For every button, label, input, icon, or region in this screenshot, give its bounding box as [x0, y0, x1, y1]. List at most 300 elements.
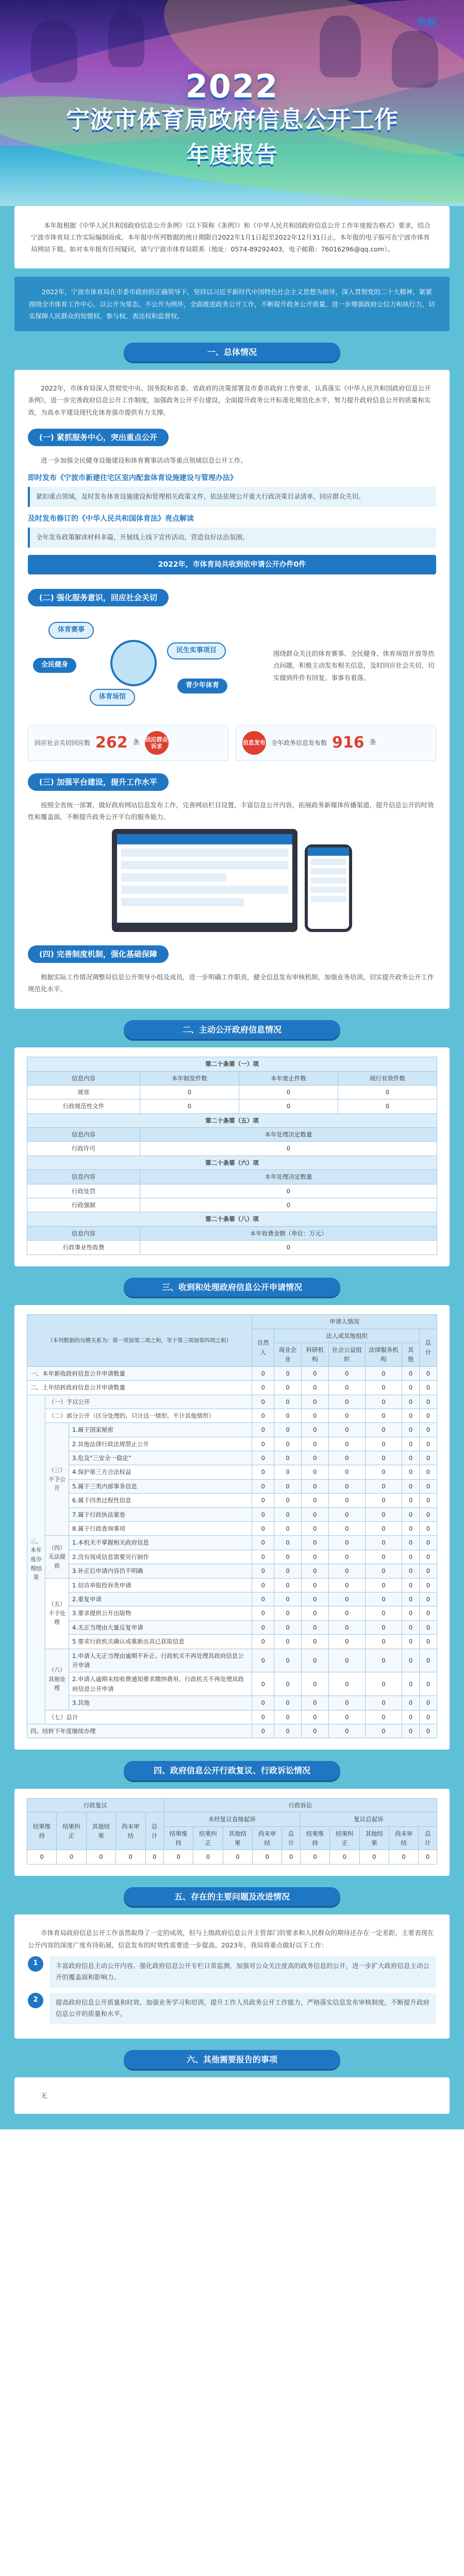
table-cell: 0 — [301, 1494, 328, 1507]
table-header: 结果纠正 — [193, 1826, 223, 1850]
subsection-2-heading: (二) 强化服务意识，回应社会关切 — [28, 589, 169, 606]
table-header: 结果纠正 — [330, 1826, 359, 1850]
table-row — [27, 1099, 437, 1113]
stat-unit: 条 — [369, 738, 376, 747]
athlete-silhouette — [108, 10, 144, 67]
section-4-card — [14, 1789, 450, 1876]
table-cell: 0 — [420, 1494, 437, 1507]
table-cell: 0 — [116, 1850, 145, 1864]
table-row — [27, 1409, 437, 1422]
table-row — [27, 1592, 437, 1606]
topic-bubble: 体育场馆 — [90, 689, 135, 706]
table-cell: 0 — [300, 1850, 329, 1864]
table-header: 未经复议直接起诉 — [163, 1812, 300, 1826]
table-cell: 0 — [274, 1423, 302, 1437]
table-cell: 0 — [402, 1494, 420, 1507]
table-cell: 0 — [420, 1366, 437, 1380]
table-header: 尚未审结 — [253, 1826, 282, 1850]
overview-text: 2022年，市体育局深入贯彻党中央、国务院和省委、省政府的决策部署及市委市政府工作要求，认真落实《中华人民共和国政府信息公开条例》，进一步完善政府信息公开工作制度，加强政务公开平台建设，全面提升政务公开标准化规范化水平，努力提升政府信息公开的质量和实效，为高水平建设现代化体育强市提供有力支撑。 — [28, 384, 431, 416]
table-cell: 0 — [140, 1099, 239, 1113]
section-2-heading: 二、主动公开政府信息情况 — [124, 1020, 340, 1040]
callout-2-title: 及时发布修订的《中华人民共和国体育法》亮点解读 — [28, 514, 194, 523]
table-header: 其他结果 — [223, 1826, 252, 1850]
table-cell: 0 — [420, 1649, 437, 1672]
table-cell: 0 — [365, 1395, 402, 1409]
stat-responses — [28, 725, 228, 761]
table-cell: 0 — [328, 1724, 365, 1738]
table-cell: 0 — [274, 1366, 302, 1380]
table-row — [27, 1649, 437, 1672]
table-cell: 0 — [420, 1724, 437, 1738]
table-header: 尚未审结 — [116, 1812, 145, 1850]
table-header: 本年制发件数 — [140, 1071, 239, 1085]
table-cell: 0 — [301, 1381, 328, 1395]
table-cell: 0 — [328, 1710, 365, 1724]
section-3-heading: 三、收到和处理政府信息公开申请情况 — [124, 1278, 340, 1297]
table-cell: 0 — [239, 1099, 338, 1113]
table-cell: 0 — [274, 1451, 302, 1465]
table-cell: 0 — [301, 1672, 328, 1696]
table-cell: 0 — [252, 1672, 274, 1696]
table-cell: 0 — [252, 1451, 274, 1465]
table-header: 信息内容 — [27, 1170, 140, 1184]
table-header: 社会公益组织 — [328, 1343, 365, 1366]
table-section-title: 第二十条第（一）项 — [27, 1057, 437, 1071]
table-cell: 0 — [274, 1724, 302, 1738]
table-cell: 0 — [301, 1649, 328, 1672]
topic-bubble: 体育赛事 — [48, 622, 94, 639]
table-cell: 0 — [420, 1437, 437, 1451]
table-cell: 0 — [252, 1437, 274, 1451]
phone-mockup — [305, 844, 352, 932]
table-cell: 0 — [365, 1564, 402, 1578]
table-cell: 4.保护第三方合法权益 — [69, 1465, 252, 1479]
stat-number: 916 — [332, 734, 364, 752]
stat-label: 全年政务信息发布数 — [271, 739, 327, 747]
table-cell: 0 — [140, 1241, 437, 1255]
table-row — [27, 1437, 437, 1451]
table-cell: 0 — [301, 1592, 328, 1606]
table-cell: 0 — [420, 1635, 437, 1649]
table-cell: 0 — [402, 1710, 420, 1724]
table-cell: 0 — [402, 1696, 420, 1710]
table-cell: 0 — [252, 1564, 274, 1578]
table-cell: 0 — [402, 1564, 420, 1578]
table-cell: 四、结转下年度继续办理 — [27, 1724, 252, 1738]
table-cell: 0 — [402, 1672, 420, 1696]
table-cell: 0 — [274, 1479, 302, 1493]
table-cell: 0 — [420, 1620, 437, 1634]
laptop-mockup — [112, 829, 297, 932]
table-cell: 0 — [402, 1649, 420, 1672]
topic-bubble: 青少年体育 — [177, 679, 227, 693]
table-cell: 0 — [282, 1850, 300, 1864]
topic-bubble: 民生实事项目 — [167, 642, 226, 659]
improvement-item — [28, 1956, 436, 1988]
table-cell: 0 — [301, 1606, 328, 1620]
table-cell: 0 — [140, 1198, 437, 1212]
table-cell: 0 — [301, 1522, 328, 1536]
table-cell: 0 — [420, 1578, 437, 1592]
table-cell: 0 — [420, 1409, 437, 1422]
table-row — [27, 1850, 437, 1864]
table-cell: 1.属于国家秘密 — [69, 1423, 252, 1437]
table-cell: 0 — [365, 1494, 402, 1507]
table-cell: 0 — [402, 1409, 420, 1422]
table-cell: 3.其他 — [69, 1696, 252, 1710]
table-header: 结果纠正 — [57, 1812, 86, 1850]
table-cell: （二）部分公开（区分处理的，只计这一情形，不计其他情形） — [45, 1409, 252, 1422]
table-cell: 0 — [389, 1850, 419, 1864]
table-cell: 0 — [252, 1479, 274, 1493]
table-header: 法律服务机构 — [365, 1343, 402, 1366]
table-header: 自然人 — [252, 1329, 274, 1366]
table-cell: 8.属于行政查询事项 — [69, 1522, 252, 1536]
table-cell: 0 — [365, 1606, 402, 1620]
table-header: 行政复议 — [27, 1798, 164, 1812]
table-cell: 0 — [365, 1536, 402, 1550]
table-cell: 0 — [253, 1850, 282, 1864]
table-header: 其他结果 — [359, 1826, 389, 1850]
table-cell: 0 — [328, 1465, 365, 1479]
table-cell: 0 — [252, 1494, 274, 1507]
table-cell: 0 — [252, 1465, 274, 1479]
table-cell: 0 — [402, 1550, 420, 1564]
table-cell: 0 — [420, 1672, 437, 1696]
table-cell: 2.申请人逾期未按收费通知要求缴纳费用、行政机关不再处理其政府信息公开申请 — [69, 1672, 252, 1696]
table-cell: 0 — [328, 1507, 365, 1521]
table-cell: 0 — [365, 1578, 402, 1592]
table-cell: 0 — [402, 1724, 420, 1738]
table-cell: 0 — [301, 1696, 328, 1710]
table-cell: 行政许可 — [27, 1142, 140, 1156]
table-cell: 0 — [328, 1409, 365, 1422]
table-row — [27, 1578, 437, 1592]
table-cell: 0 — [402, 1479, 420, 1493]
table-cell: 6.属于四类过程性信息 — [69, 1494, 252, 1507]
table-row — [27, 1465, 437, 1479]
table-cell: 0 — [274, 1465, 302, 1479]
table-cell: 0 — [402, 1465, 420, 1479]
section-6-card — [14, 2077, 450, 2114]
table-header: 本年处理决定数量 — [140, 1170, 437, 1184]
table-cell: 二、上年结转政府信息公开申请数量 — [27, 1381, 252, 1395]
table-header: 总计 — [145, 1812, 163, 1850]
table-cell: 3.补正后申请内容仍不明确 — [69, 1564, 252, 1578]
table-cell: 3.危及“三安全一稳定” — [69, 1451, 252, 1465]
table-section-title: 第二十条第（六）项 — [27, 1156, 437, 1170]
table-row — [27, 1366, 437, 1380]
table-header: 尚未审结 — [389, 1826, 419, 1850]
hero-banner — [0, 0, 464, 222]
table-header: 结果维持 — [163, 1826, 193, 1850]
table-cell: 0 — [402, 1381, 420, 1395]
table-cell: 0 — [274, 1550, 302, 1564]
table-row — [27, 1620, 437, 1634]
table-cell: 规章 — [27, 1085, 140, 1099]
callout-1-title: 即时发布《宁波市新建住宅区室内配套体育设施建设与管理办法》 — [28, 473, 237, 482]
table-cell: 0 — [145, 1850, 163, 1864]
table-cell: 0 — [301, 1366, 328, 1380]
table-cell: 0 — [252, 1381, 274, 1395]
table-cell: 0 — [301, 1479, 328, 1493]
improvement-item — [28, 1993, 436, 2024]
table-cell: 0 — [328, 1536, 365, 1550]
table-cell: 0 — [274, 1494, 302, 1507]
table-cell: 0 — [252, 1507, 274, 1521]
table-header: 结果维持 — [27, 1812, 57, 1850]
table-header: 结果维持 — [300, 1826, 329, 1850]
table-header: 信息内容 — [27, 1128, 140, 1142]
table-cell: 0 — [252, 1710, 274, 1724]
table-section-title: 第二十条第（五）项 — [27, 1113, 437, 1127]
table-cell: 0 — [365, 1479, 402, 1493]
table-cell: 0 — [301, 1724, 328, 1738]
table-header: 总计 — [419, 1826, 437, 1850]
table-cell: 0 — [328, 1606, 365, 1620]
table-cell: 0 — [402, 1635, 420, 1649]
table-cell: 0 — [328, 1672, 365, 1696]
table-cell: 0 — [402, 1592, 420, 1606]
table-row — [27, 1184, 437, 1198]
table-cell: 0 — [274, 1620, 302, 1634]
table-cell: 0 — [274, 1522, 302, 1536]
table-row — [27, 1536, 437, 1550]
table-row — [27, 1395, 437, 1409]
table-row — [27, 1564, 437, 1578]
table-cell: 0 — [301, 1507, 328, 1521]
topic-bubble: 全民健身 — [33, 658, 76, 673]
table-cell: 行政强制 — [27, 1198, 140, 1212]
table-cell: 三、本年度办理结果 — [27, 1395, 45, 1724]
table-row — [27, 1672, 437, 1696]
table-cell: 0 — [328, 1649, 365, 1672]
stat-unit: 条 — [132, 738, 140, 747]
report-subtitle: 年度报告 — [187, 142, 277, 168]
table-cell: 0 — [365, 1366, 402, 1380]
stat-label: 回应社会关切回应数 — [35, 739, 91, 747]
table-cell: 0 — [402, 1606, 420, 1620]
table-cell: （一）予以公开 — [45, 1395, 252, 1409]
item-number: 1 — [28, 1956, 43, 1972]
table-cell: 0 — [365, 1409, 402, 1422]
corner-tag: 图解 — [417, 16, 437, 29]
table-cell: （四）无法提供 — [45, 1536, 69, 1578]
section-1-heading: 一、总体情况 — [124, 343, 340, 362]
table-row — [27, 1479, 437, 1493]
table-cell: 行政规范性文件 — [27, 1099, 140, 1113]
table-cell: 0 — [420, 1606, 437, 1620]
table-cell: 0 — [328, 1451, 365, 1465]
table-header: 商业企业 — [274, 1343, 302, 1366]
table-cell: 0 — [274, 1635, 302, 1649]
intro-summary: 2022年，宁波市体育局在市委市政府的正确领导下，坚持以习近平新时代中国特色社会主义思想为指导，深入贯彻党的二十大精神，紧紧围绕全市体育工作中心，以公开为常态、不公开为例外，全面推进政务公开工作，不断提升政务公开质量，进一步增强政府公信力和执行力，切实保障人民群众的知情权、参与权、表达权和监督权。 — [14, 277, 450, 331]
stat-badge: 回应群众诉求 — [145, 731, 169, 755]
table-row — [27, 1710, 437, 1724]
table-row — [27, 1142, 437, 1156]
report-year: 2022 — [185, 67, 279, 105]
table-cell: 0 — [328, 1620, 365, 1634]
table-cell: 0 — [328, 1381, 365, 1395]
table-cell: 0 — [328, 1423, 365, 1437]
table-cell: 0 — [27, 1850, 57, 1864]
table-cell: 0 — [301, 1635, 328, 1649]
table-cell: 0 — [365, 1620, 402, 1634]
improvement-text: 丰富政府信息主动公开内容。强化政府信息公开专栏日常监测，加强对公众关注度高的政务信息的公开，进一步扩大政府信息主动公开的覆盖面和影响力。 — [49, 1956, 436, 1988]
table-cell: 0 — [86, 1850, 115, 1864]
table-cell: 0 — [402, 1423, 420, 1437]
table-cell: 0 — [365, 1724, 402, 1738]
table-cell: 0 — [252, 1522, 274, 1536]
table-cell: 0 — [301, 1409, 328, 1422]
table-cell: 0 — [365, 1696, 402, 1710]
table-cell: 0 — [274, 1606, 302, 1620]
table-cell: （五）不予处理 — [45, 1578, 69, 1649]
table-cell: 0 — [328, 1522, 365, 1536]
table-cell: 0 — [365, 1672, 402, 1696]
table-cell: 0 — [328, 1696, 365, 1710]
table-cell: 0 — [301, 1437, 328, 1451]
table-cell: 0 — [402, 1366, 420, 1380]
table-cell: 0 — [252, 1536, 274, 1550]
table-row — [27, 1198, 437, 1212]
table-cell: 4.无正当理由大量反复申请 — [69, 1620, 252, 1634]
table-cell: 0 — [301, 1578, 328, 1592]
table-cell: 0 — [328, 1395, 365, 1409]
table-cell: 2.没有现成信息需要另行制作 — [69, 1550, 252, 1564]
table-cell: 0 — [365, 1635, 402, 1649]
table-cell: 0 — [328, 1479, 365, 1493]
table-cell: 0 — [338, 1085, 437, 1099]
table-cell: （六）其他处理 — [45, 1649, 69, 1710]
active-disclosure-table — [27, 1057, 437, 1255]
table-cell: 0 — [402, 1522, 420, 1536]
table-cell: 0 — [328, 1366, 365, 1380]
table-cell: 0 — [140, 1184, 437, 1198]
table-cell: 0 — [274, 1649, 302, 1672]
table-cell: 一、本年新收政府信息公开申请数量 — [27, 1366, 252, 1380]
table-cell: 0 — [365, 1649, 402, 1672]
section-4-heading: 四、政府信息公开行政复议、行政诉讼情况 — [124, 1761, 340, 1781]
stat-published — [236, 725, 436, 761]
device-mockup — [28, 829, 436, 932]
table-cell: 0 — [328, 1494, 365, 1507]
application-table — [27, 1314, 437, 1738]
intro-paragraph: 本年报根据《中华人民共和国政府信息公开条例》（以下简称《条例》）和《中华人民共和国政府信息公开工作年度报告格式》要求，结合宁波市体育局工作实际编制而成。本年报中所列数据的统计期限自2022年1月1日起至2022年12月31日止。本年报的电子版可在宁波市体育局网站下载。如对本年报有任何疑问，请与宁波市体育局联系（地址：0574-89292403，电子邮箱：76016296@qq.com）。 — [14, 206, 450, 268]
table-cell: 0 — [274, 1672, 302, 1696]
table-cell: 0 — [274, 1409, 302, 1422]
table-cell: 0 — [365, 1437, 402, 1451]
table-cell: 0 — [223, 1850, 252, 1864]
table-cell: 1.申请人无正当理由逾期不补正、行政机关不再处理其政府信息公开申请 — [69, 1649, 252, 1672]
table-cell: 0 — [402, 1578, 420, 1592]
application-count-banner: 2022年，市体育局共收到依申请公开办件0件 — [28, 555, 436, 574]
table-cell: 0 — [420, 1381, 437, 1395]
table-cell: 0 — [420, 1395, 437, 1409]
subsection-3-text: 按照全省统一部署，做好政府网站信息发布工作，完善网站栏目设置，丰富信息公开内容，拓展政务新媒体传播渠道，提升信息公开的时效性和覆盖面，不断提升政务公开平台的服务能力。 — [28, 801, 434, 821]
table-cell: 0 — [402, 1507, 420, 1521]
table-cell: 0 — [301, 1423, 328, 1437]
table-cell: 0 — [328, 1635, 365, 1649]
table-cell: 0 — [301, 1550, 328, 1564]
table-cell: 0 — [402, 1437, 420, 1451]
table-cell: 0 — [402, 1395, 420, 1409]
table-corner-note: （本列数据的勾稽关系为：第一项加第二项之和，等于第三项加第四项之和） — [27, 1315, 252, 1367]
subsection-1-text: 进一步加强全民健身设施建设和体育赛事活动等重点领域信息公开工作。 — [41, 456, 247, 464]
table-row — [27, 1724, 437, 1738]
table-row — [27, 1522, 437, 1536]
table-cell: 0 — [274, 1564, 302, 1578]
table-cell: 0 — [252, 1635, 274, 1649]
problems-text: 市体育局政府信息公开工作虽然取得了一定的成效，但与上级政府信息公开主管部门的要求和人民群众的期待还存在一定差距，主要表现在公开内容的深度广度有待拓展，信息发布的时效性需要进一步提高。2023年，我局将重点做好以下工作： — [28, 1929, 434, 1949]
section-5-card — [14, 1914, 450, 2038]
subsection-4-text: 根据实际工作情况调整局信息公开领导小组及成员，进一步明确工作职责，健全信息发布审核机制，加强业务培训，切实提升政务公开工作规范化水平。 — [28, 973, 434, 993]
table-cell: 0 — [420, 1465, 437, 1479]
table-row — [27, 1423, 437, 1437]
review-litigation-table — [27, 1798, 437, 1865]
table-cell: 0 — [301, 1710, 328, 1724]
table-cell: 1.信访举报投诉类申请 — [69, 1578, 252, 1592]
table-header: 其他 — [402, 1343, 420, 1366]
subsection-4-heading: (四) 完善制度机制，强化基础保障 — [28, 945, 169, 963]
table-cell: 0 — [420, 1710, 437, 1724]
table-header: 总计 — [420, 1329, 437, 1366]
section-5-heading: 五、存在的主要问题及改进情况 — [124, 1887, 340, 1907]
table-cell: 0 — [420, 1522, 437, 1536]
table-header: 行政诉讼 — [163, 1798, 437, 1812]
table-cell: 0 — [365, 1423, 402, 1437]
table-header: 信息内容 — [27, 1071, 140, 1085]
table-cell: 0 — [163, 1850, 193, 1864]
table-header: 总计 — [282, 1826, 300, 1850]
table-cell: 0 — [365, 1550, 402, 1564]
content-band — [0, 206, 464, 2129]
table-cell: 0 — [274, 1696, 302, 1710]
section-1-card — [14, 370, 450, 1008]
topic-bubbles — [28, 612, 265, 720]
table-header: 本年收费金额（单位：万元） — [140, 1226, 437, 1240]
table-cell: 0 — [365, 1451, 402, 1465]
table-cell: 0 — [301, 1395, 328, 1409]
table-cell: 0 — [328, 1592, 365, 1606]
table-row — [27, 1241, 437, 1255]
center-circle — [110, 640, 157, 686]
table-cell: 0 — [402, 1620, 420, 1634]
table-cell: 0 — [365, 1592, 402, 1606]
table-cell: 0 — [402, 1536, 420, 1550]
table-cell: 0 — [301, 1465, 328, 1479]
table-cell: 0 — [419, 1850, 437, 1864]
table-cell: 0 — [365, 1465, 402, 1479]
stats-row — [28, 725, 436, 761]
table-header: 现行有效件数 — [338, 1071, 437, 1085]
table-cell: 0 — [420, 1423, 437, 1437]
table-row — [27, 1550, 437, 1564]
table-cell: 0 — [252, 1395, 274, 1409]
table-cell: 0 — [193, 1850, 223, 1864]
table-cell: 0 — [252, 1620, 274, 1634]
section-2-card — [14, 1047, 450, 1266]
table-cell: 0 — [252, 1696, 274, 1710]
table-header: 法人或其他组织 — [274, 1329, 420, 1343]
table-cell: 0 — [328, 1550, 365, 1564]
table-cell: 0 — [252, 1606, 274, 1620]
table-cell: 0 — [420, 1564, 437, 1578]
table-cell: 1.本机关不掌握相关政府信息 — [69, 1536, 252, 1550]
section-6-heading: 六、其他需要报告的事项 — [124, 2050, 340, 2070]
subsection-1-heading: (一) 紧抓服务中心，突出重点公开 — [28, 429, 169, 446]
item-number: 2 — [28, 1993, 43, 2008]
